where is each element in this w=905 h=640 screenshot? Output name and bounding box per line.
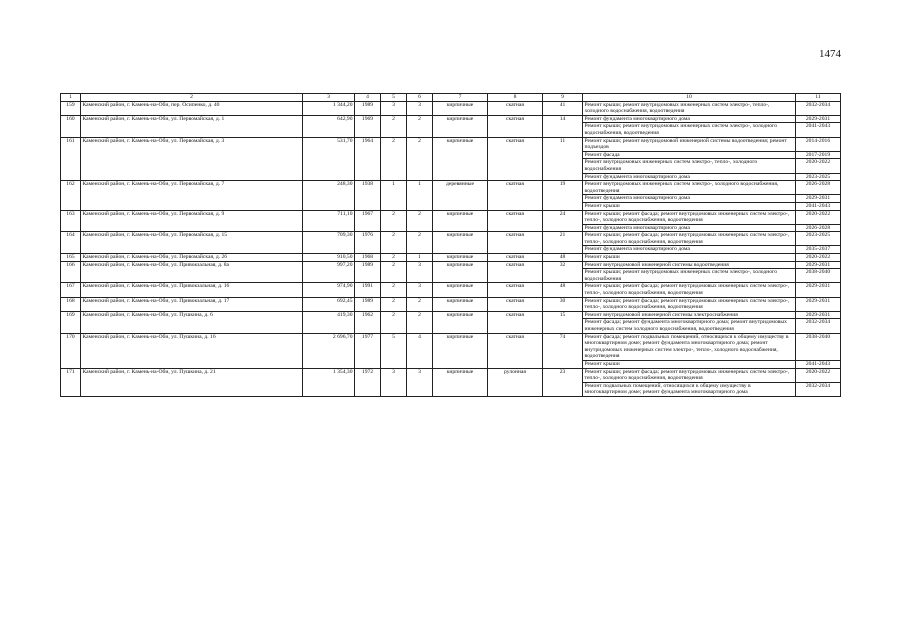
table-body — [61, 101, 841, 396]
building-address: Каменский район, г. Камень-на-Оби, пер. Осипенко, д. 40 — [81, 101, 303, 115]
floor-count: 1 — [381, 181, 407, 210]
entrance-count: 3 — [407, 283, 433, 297]
wear-percent: 19 — [543, 181, 583, 210]
repair-period: 2023-2025 — [796, 173, 841, 181]
floor-count: 2 — [381, 115, 407, 137]
row-number: 166 — [61, 261, 81, 283]
row-number: 165 — [61, 254, 81, 262]
roof-type: рулонная — [488, 368, 543, 396]
repair-work-description: Ремонт крыши; ремонт фасада; ремонт внутридомовых инженерных систем электро-, тепло-, холодного водоснабжения, водоотведения — [583, 297, 796, 311]
table-row — [61, 283, 841, 297]
roof-type: скатная — [488, 283, 543, 297]
wear-percent: 30 — [543, 297, 583, 311]
entrance-count: 2 — [407, 232, 433, 254]
row-number: 171 — [61, 368, 81, 396]
repair-period: 2020-2022 — [796, 210, 841, 224]
table-row — [61, 297, 841, 311]
total-area: 1 344,20 — [303, 101, 355, 115]
building-address: Каменский район, г. Камень-на-Оби, ул. Первомайская, д. 15 — [81, 232, 303, 254]
repair-period: 2041-2043 — [796, 123, 841, 137]
entrance-count: 1 — [407, 254, 433, 262]
wear-percent: 15 — [543, 311, 583, 333]
row-number: 162 — [61, 181, 81, 210]
repair-work-description: Ремонт внутридомовых инженерных систем электро-, холодного водоснабжения, водоотведения — [583, 181, 796, 195]
repair-period: 2026-2028 — [796, 224, 841, 232]
building-address: Каменский район, г. Камень-на-Оби, ул. Привокзальная, д. 17 — [81, 297, 303, 311]
year-built: 1969 — [355, 115, 381, 137]
repair-work-description: Ремонт внутридомовой инженерной системы водоотведения — [583, 261, 796, 269]
total-area: 711,10 — [303, 210, 355, 232]
wall-material: кирпичные — [433, 232, 488, 254]
entrance-count: 2 — [407, 311, 433, 333]
wall-material: кирпичные — [433, 297, 488, 311]
wear-percent: 24 — [543, 210, 583, 232]
repair-work-description: Ремонт фундамента многоквартирного дома — [583, 246, 796, 254]
wall-material: кирпичные — [433, 283, 488, 297]
building-address: Каменский район, г. Камень-на-Оби, ул. Первомайская, д. 26 — [81, 254, 303, 262]
wear-percent: 32 — [543, 261, 583, 283]
roof-type: скатная — [488, 333, 543, 368]
column-number-header: 10 — [583, 94, 796, 102]
column-number-header: 2 — [81, 94, 303, 102]
repair-work-description: Ремонт крыши — [583, 202, 796, 210]
entrance-count: 2 — [407, 210, 433, 232]
roof-type: скатная — [488, 254, 543, 262]
year-built: 1964 — [355, 137, 381, 181]
repair-period: 2023-2025 — [796, 232, 841, 246]
table-row — [61, 311, 841, 319]
total-area: 974,90 — [303, 283, 355, 297]
repair-period: 2038-2040 — [796, 333, 841, 360]
column-number-header: 6 — [407, 94, 433, 102]
wall-material: кирпичные — [433, 137, 488, 181]
wear-percent: 11 — [543, 137, 583, 181]
floor-count: 2 — [381, 283, 407, 297]
total-area: 692,45 — [303, 297, 355, 311]
repair-work-description: Ремонт фундамента многоквартирного дома — [583, 115, 796, 123]
row-number: 170 — [61, 333, 81, 368]
entrance-count: 3 — [407, 261, 433, 283]
table-row — [61, 210, 841, 224]
row-number: 164 — [61, 232, 81, 254]
repair-work-description: Ремонт фундамента многоквартирного дома — [583, 195, 796, 203]
total-area: 248,30 — [303, 181, 355, 210]
entrance-count: 1 — [407, 181, 433, 210]
repair-work-description: Ремонт фасада; ремонт фундамента многоквартирного дома; ремонт внутридомовых инженерных систем холодного водоснабжения, водоотведения — [583, 319, 796, 333]
wall-material: кирпичные — [433, 210, 488, 232]
floor-count: 2 — [381, 232, 407, 254]
wall-material: кирпичные — [433, 333, 488, 368]
wear-percent: 74 — [543, 333, 583, 368]
table-row — [61, 115, 841, 123]
floor-count: 3 — [381, 101, 407, 115]
repair-work-description: Ремонт подвальных помещений, относящихся к общему имуществу в многоквартирном доме; ремонт фундамента многоквартирного дома — [583, 382, 796, 396]
repair-work-description: Ремонт крыши; ремонт фасада; ремонт внутридомовых инженерных систем электро-, тепло-, холодного водоснабжения, водоотведения — [583, 368, 796, 382]
repair-work-description: Ремонт фасада — [583, 151, 796, 159]
column-number-header: 1 — [61, 94, 81, 102]
building-address: Каменский район, г. Камень-на-Оби, ул. Первомайская, д. 9 — [81, 210, 303, 232]
repair-period: 2014-2016 — [796, 137, 841, 151]
roof-type: скатная — [488, 181, 543, 210]
year-built: 1962 — [355, 311, 381, 333]
building-address: Каменский район, г. Камень-на-Оби, ул. Привокзальная, д. 8а — [81, 261, 303, 283]
total-area: 910,50 — [303, 254, 355, 262]
column-number-header: 11 — [796, 94, 841, 102]
repair-period: 2020-2022 — [796, 159, 841, 173]
entrance-count: 3 — [407, 101, 433, 115]
year-built: 1976 — [355, 232, 381, 254]
total-area: 419,30 — [303, 311, 355, 333]
floor-count: 2 — [381, 297, 407, 311]
building-address: Каменский район, г. Камень-на-Оби, ул. Первомайская, д. 3 — [81, 137, 303, 181]
wear-percent: 21 — [543, 232, 583, 254]
entrance-count: 2 — [407, 115, 433, 137]
column-number-header: 3 — [303, 94, 355, 102]
row-number: 160 — [61, 115, 81, 137]
repair-period: 2029-2031 — [796, 283, 841, 297]
row-number: 167 — [61, 283, 81, 297]
year-built: 1972 — [355, 368, 381, 396]
total-area: 709,30 — [303, 232, 355, 254]
wall-material: кирпичные — [433, 254, 488, 262]
wall-material: кирпичные — [433, 115, 488, 137]
wall-material: кирпичные — [433, 311, 488, 333]
repair-period: 2020-2022 — [796, 254, 841, 262]
year-built: 1968 — [355, 254, 381, 262]
wear-percent: 48 — [543, 254, 583, 262]
page-number: 1474 — [819, 48, 841, 60]
repair-work-description: Ремонт крыши — [583, 360, 796, 368]
repair-period: 2041-2043 — [796, 202, 841, 210]
year-built: 1938 — [355, 181, 381, 210]
row-number: 168 — [61, 297, 81, 311]
table-row — [61, 101, 841, 115]
repair-period: 2035-2037 — [796, 246, 841, 254]
table-row — [61, 181, 841, 195]
roof-type: скатная — [488, 137, 543, 181]
repair-period: 2041-2043 — [796, 360, 841, 368]
repair-period: 2032-2034 — [796, 101, 841, 115]
wear-percent: 41 — [543, 101, 583, 115]
row-number: 163 — [61, 210, 81, 232]
table-row — [61, 137, 841, 151]
table-row — [61, 232, 841, 246]
building-address: Каменский район, г. Камень-на-Оби, ул. Пушкина, д. 6 — [81, 311, 303, 333]
total-area: 531,70 — [303, 137, 355, 181]
roof-type: скатная — [488, 297, 543, 311]
repair-period: 2029-2031 — [796, 261, 841, 269]
repair-period: 2026-2028 — [796, 181, 841, 195]
repair-period: 2017-2019 — [796, 151, 841, 159]
floor-count: 2 — [381, 261, 407, 283]
table-row — [61, 368, 841, 382]
entrance-count: 3 — [407, 368, 433, 396]
wear-percent: 48 — [543, 283, 583, 297]
floor-count: 2 — [381, 210, 407, 232]
repair-work-description: Ремонт крыши; ремонт внутридомовых инженерных систем электро-, холодного водоснабжения, водоотведения — [583, 123, 796, 137]
year-built: 1977 — [355, 333, 381, 368]
table-row — [61, 261, 841, 269]
entrance-count: 2 — [407, 297, 433, 311]
wall-material: деревянные — [433, 181, 488, 210]
repair-work-description: Ремонт фундамента многоквартирного дома — [583, 173, 796, 181]
floor-count: 5 — [381, 333, 407, 368]
roof-type: скатная — [488, 232, 543, 254]
column-number-header: 5 — [381, 94, 407, 102]
repair-work-description: Ремонт крыши; ремонт фасада; ремонт внутридомовых инженерных систем электро-, тепло-, холодного водоснабжения, водоотведения — [583, 210, 796, 224]
repair-period: 2020-2022 — [796, 368, 841, 382]
table-row — [61, 333, 841, 360]
repair-work-description: Ремонт крыши; ремонт фасада; ремонт внутридомовых инженерных систем электро-, тепло-, холодного водоснабжения, водоотведения — [583, 283, 796, 297]
repair-work-description: Ремонт внутридомовой инженерной системы электроснабжения — [583, 311, 796, 319]
repair-period: 2029-2031 — [796, 311, 841, 319]
floor-count: 2 — [381, 311, 407, 333]
building-address: Каменский район, г. Камень-на-Оби, ул. Первомайская, д. 7 — [81, 181, 303, 210]
wear-percent: 14 — [543, 115, 583, 137]
column-number-header: 9 — [543, 94, 583, 102]
wall-material: кирпичные — [433, 101, 488, 115]
year-built: 1967 — [355, 210, 381, 232]
roof-type: скатная — [488, 101, 543, 115]
floor-count: 3 — [381, 368, 407, 396]
roof-type: скатная — [488, 261, 543, 283]
roof-type: скатная — [488, 311, 543, 333]
year-built: 1989 — [355, 261, 381, 283]
repair-period: 2038-2040 — [796, 269, 841, 283]
repair-period: 2032-2034 — [796, 319, 841, 333]
wear-percent: 23 — [543, 368, 583, 396]
building-address: Каменский район, г. Камень-на-Оби, ул. Привокзальная, д. 16 — [81, 283, 303, 297]
repair-period: 2029-2031 — [796, 115, 841, 123]
column-number-header: 8 — [488, 94, 543, 102]
repair-work-description: Ремонт внутридомовых инженерных систем электро-, тепло-, холодного водоснабжения — [583, 159, 796, 173]
repair-period: 2032-2034 — [796, 382, 841, 396]
row-number: 161 — [61, 137, 81, 181]
wall-material: кирпичные — [433, 261, 488, 283]
building-address: Каменский район, г. Камень-на-Оби, ул. Первомайская, д. 1 — [81, 115, 303, 137]
entrance-count: 4 — [407, 333, 433, 368]
table-header — [61, 94, 841, 102]
table-row — [61, 254, 841, 262]
repair-work-description: Ремонт крыши — [583, 254, 796, 262]
row-number: 169 — [61, 311, 81, 333]
repair-period: 2029-2031 — [796, 297, 841, 311]
year-built: 1989 — [355, 101, 381, 115]
capital-repair-table — [60, 93, 841, 397]
repair-work-description: Ремонт фундамента многоквартирного дома — [583, 224, 796, 232]
repair-work-description: Ремонт фасада; ремонт подвальных помещений, относящихся к общему имуществу в многоквартирном доме; ремонт фундамента многоквартирного дома; ремонт внутридомовых инженерных систем электро-, тепло-, холодного водоснабжения, водоотведения — [583, 333, 796, 360]
column-number-header: 4 — [355, 94, 381, 102]
repair-period: 2029-2031 — [796, 195, 841, 203]
repair-work-description: Ремонт крыши; ремонт внутридомовых инженерных систем электро-, холодного водоснабжения — [583, 269, 796, 283]
total-area: 997,20 — [303, 261, 355, 283]
floor-count: 2 — [381, 254, 407, 262]
row-number: 159 — [61, 101, 81, 115]
total-area: 642,90 — [303, 115, 355, 137]
repair-work-description: Ремонт крыши; ремонт внутридомовых инженерных систем электро-, тепло-, холодного водоснабжения, водоотведения — [583, 101, 796, 115]
year-built: 1989 — [355, 297, 381, 311]
repair-work-description: Ремонт крыши; ремонт внутридомовой инженерной системы водоотведения; ремонт подъездов — [583, 137, 796, 151]
roof-type: скатная — [488, 210, 543, 232]
floor-count: 2 — [381, 137, 407, 181]
entrance-count: 2 — [407, 137, 433, 181]
total-area: 1 354,30 — [303, 368, 355, 396]
building-address: Каменский район, г. Камень-на-Оби, ул. Пушкина, д. 21 — [81, 368, 303, 396]
column-number-header: 7 — [433, 94, 488, 102]
repair-work-description: Ремонт крыши; ремонт фасада; ремонт внутридомовых инженерных систем электро-, тепло-, холодного водоснабжения, водоотведения — [583, 232, 796, 246]
roof-type: скатная — [488, 115, 543, 137]
year-built: 1991 — [355, 283, 381, 297]
building-address: Каменский район, г. Камень-на-Оби, ул. Пушкина, д. 16 — [81, 333, 303, 368]
total-area: 2 696,70 — [303, 333, 355, 368]
wall-material: кирпичные — [433, 368, 488, 396]
